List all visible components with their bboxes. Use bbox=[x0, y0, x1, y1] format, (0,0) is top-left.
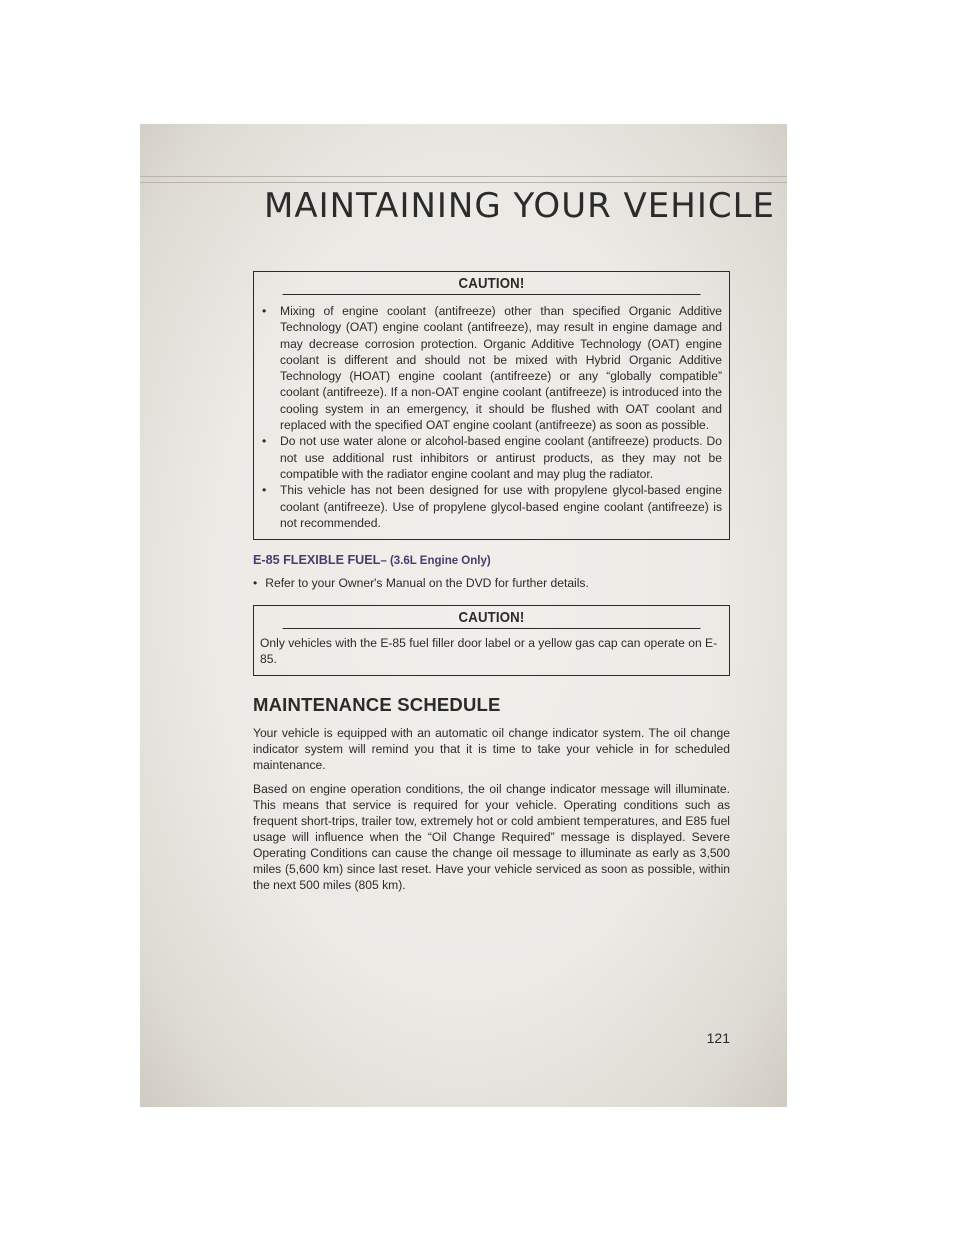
bullet-icon: • bbox=[262, 434, 267, 449]
caution-item-text: Mixing of engine coolant (antifreeze) other than specified Organic Additive Technology (OAT) engine coolant (antifreeze), may result in engine damage and may decrease corrosion protection. Organic Additive Technology (OAT) engine coolant is different and should not be mixed with Hybrid Organic Additive Technology (HOAT) engine coolant (antifreeze) or any “globally compatible” coolant (antifreeze). If a non-OAT engine coolant (antifreeze) is introduced into the cooling system in an emergency, it should be flushed with OAT coolant and replaced with the specified OAT engine coolant (antifreeze) as soon as possible. bbox=[280, 304, 722, 433]
caution-title: CAUTION! bbox=[283, 272, 701, 295]
e85-subheading-extra: – (3.6L Engine Only) bbox=[380, 555, 491, 568]
page-content bbox=[253, 271, 730, 893]
caution-box-e85 bbox=[253, 605, 730, 676]
e85-subheading bbox=[253, 553, 730, 567]
e85-bullet-item bbox=[253, 575, 730, 591]
page-number: 121 bbox=[706, 1030, 730, 1046]
bullet-icon: • bbox=[262, 483, 267, 498]
caution-item bbox=[260, 433, 722, 482]
header-rule-top bbox=[140, 176, 787, 177]
header-rule-bottom bbox=[140, 182, 787, 183]
maintenance-paragraph: Your vehicle is equipped with an automatic oil change indicator system. The oil change indicator system will remind you that it is time to take your vehicle in for scheduled maintenance. bbox=[253, 725, 730, 772]
caution-box-coolant bbox=[253, 271, 730, 540]
e85-bullet-text: Refer to your Owner's Manual on the DVD for further details. bbox=[265, 576, 589, 591]
caution-title: CAUTION! bbox=[283, 606, 701, 629]
bullet-icon: • bbox=[253, 576, 258, 591]
bullet-icon: • bbox=[262, 304, 267, 318]
caution-item-text: Do not use water alone or alcohol-based engine coolant (antifreeze) products. Do not use additional rust inhibitors or antirust products, as they may not be compatible with the radiator engine coolant and may plug the radiator. bbox=[280, 434, 722, 481]
caution-item-text: This vehicle has not been designed for use with propylene glycol-based engine coolant (antifreeze). Use of propylene glycol-based engine coolant (antifreeze) is not recommended. bbox=[280, 483, 722, 530]
caution-list bbox=[254, 295, 729, 539]
chapter-title: MAINTAINING YOUR VEHICLE bbox=[264, 186, 776, 226]
caution-item bbox=[260, 303, 722, 433]
maintenance-schedule-heading: MAINTENANCE SCHEDULE bbox=[253, 693, 501, 715]
caution-item bbox=[260, 482, 722, 531]
maintenance-paragraph: Based on engine operation conditions, the oil change indicator message will illuminate. This means that service is required for your vehicle. Operating conditions such as frequent short-trips, trailer tow, extremely hot or cold ambient temperatures, and E85 fuel usage will influence when the “Oil Change Required” message is displayed. Severe Operating Conditions can cause the change oil message to illuminate as early as 3,500 miles (5,600 km) since last reset. Have your vehicle serviced as soon as possible, within the next 500 miles (805 km). bbox=[253, 781, 730, 892]
caution-text: Only vehicles with the E-85 fuel filler door label or a yellow gas cap can operate on E-85. bbox=[260, 636, 718, 667]
e85-subheading-main: E-85 FLEXIBLE FUEL bbox=[253, 553, 381, 568]
